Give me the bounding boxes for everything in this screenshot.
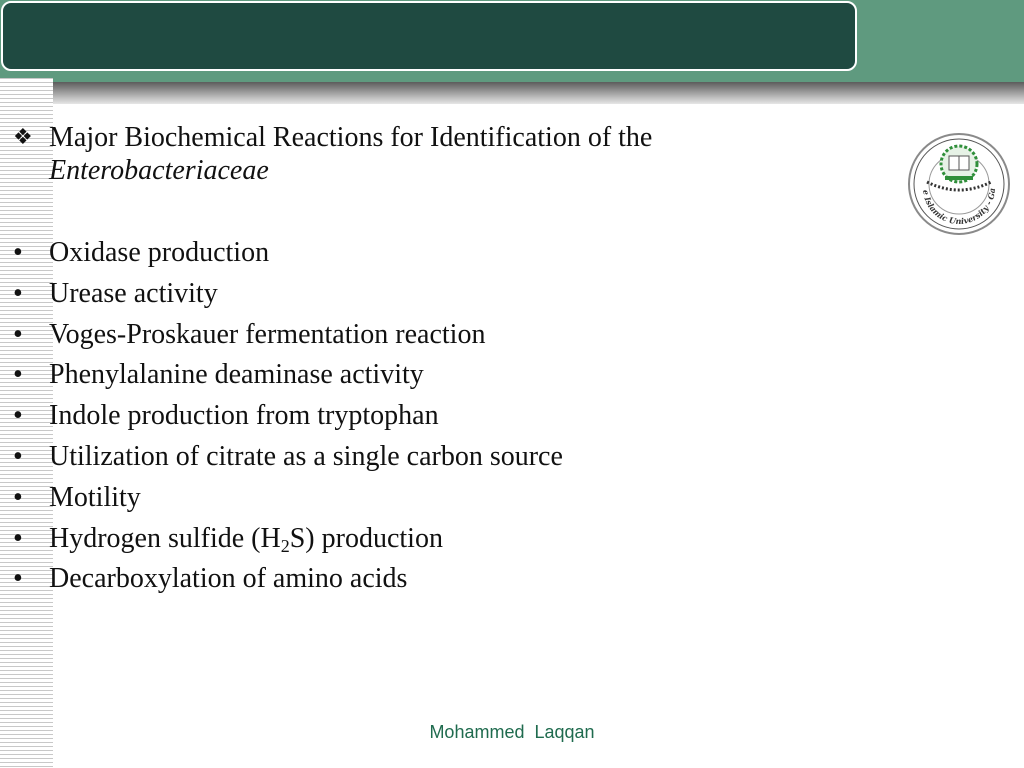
list-item [13,561,813,602]
reaction-list [13,235,813,602]
bullet-dot-icon: • [13,400,23,432]
bullet-dot-icon: • [13,563,23,595]
list-item-text: Indole production from tryptophan [49,400,439,432]
list-item-text: Motility [49,481,141,513]
university-seal-icon [905,132,1013,236]
list-item [13,276,813,317]
subscript: 2 [280,535,290,556]
list-item-text: Decarboxylation of amino acids [49,563,408,595]
footer-author: Mohammed Laqqan [429,722,595,742]
list-item [13,480,813,521]
list-item-text: Voges-Proskauer fermentation reaction [49,318,486,350]
diamond-bullet-icon: ❖ [13,125,33,150]
list-item [13,235,813,276]
heading-text [49,121,829,187]
list-item [13,439,813,480]
bullet-dot-icon: • [13,359,23,391]
list-item-text: Utilization of citrate as a single carbon source [49,440,563,472]
list-item-text [49,521,443,557]
list-item-text: Oxidase production [49,237,270,268]
list-item [13,357,813,398]
list-item [13,398,813,439]
header-divider [0,82,1024,104]
list-item-text-part: S) production [289,522,443,554]
list-item [13,521,813,562]
seal-text: e Islamic University - Ga [921,187,998,227]
title-panel [1,1,857,71]
bullet-dot-icon: • [13,481,23,513]
list-item-text: Urease activity [49,277,218,309]
heading-line-1: Major Biochemical Reactions for Identification of the [49,122,653,153]
list-item-text-part: Hydrogen sulfide (H [49,522,281,554]
list-item-text: Phenylalanine deaminase activity [49,359,424,391]
list-item [13,317,813,358]
header-band [0,0,1024,82]
heading-line-2: Enterobacteriaceae [49,155,269,186]
bullet-dot-icon: • [13,237,23,268]
bullet-dot-icon: • [13,440,23,472]
bullet-dot-icon: • [13,522,23,554]
bullet-dot-icon: • [13,277,23,309]
bullet-dot-icon: • [13,318,23,350]
